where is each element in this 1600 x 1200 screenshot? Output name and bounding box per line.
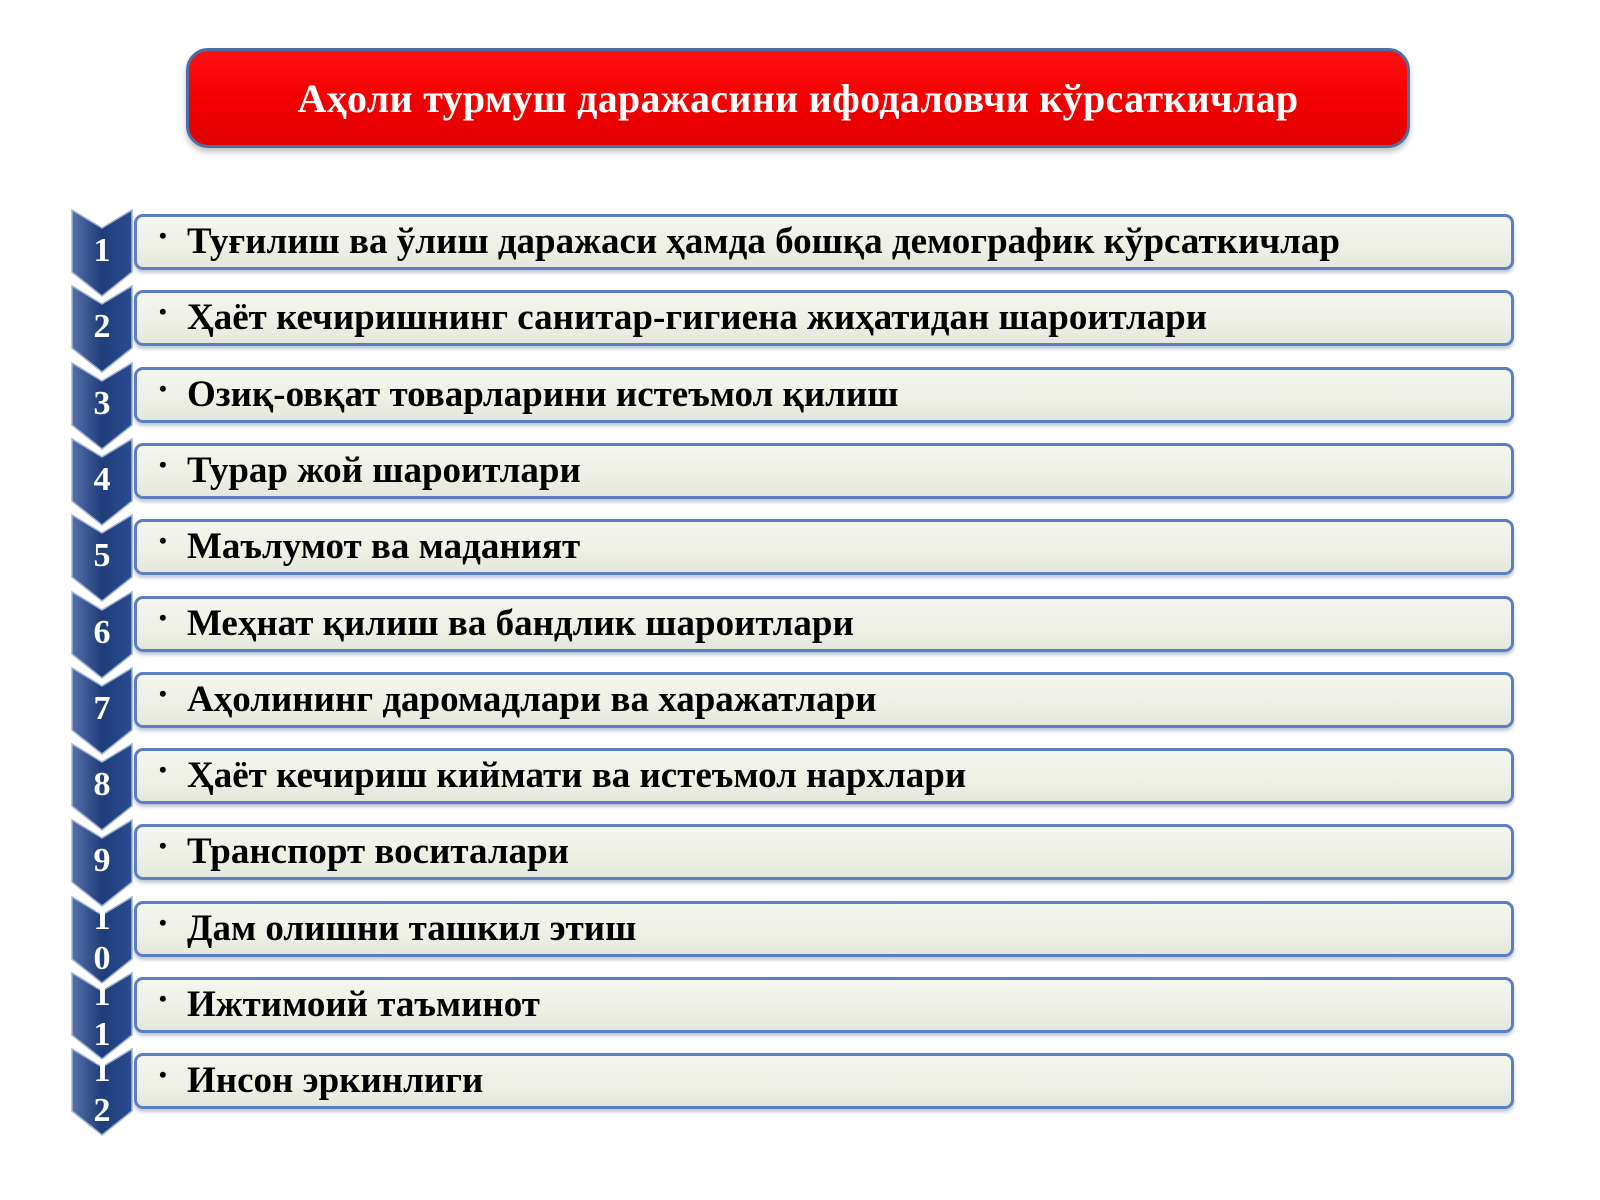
item-number: 6 — [93, 613, 111, 651]
list-item — [0, 744, 1600, 820]
bullet-icon: • — [159, 1062, 167, 1088]
item-label: Ҳаёт кечиришнинг санитар-гигиена жиҳатидан шароитлари — [187, 297, 1208, 339]
list-item — [0, 820, 1600, 896]
item-label: Туғилиш ва ўлиш даражаси ҳамда бошқа демографик кўрсаткичлар — [187, 221, 1340, 262]
list-item — [0, 897, 1600, 977]
item-number: 5 — [93, 537, 111, 575]
bullet-icon: • — [159, 680, 167, 706]
item-label: Ижтимоий таъминот — [187, 984, 540, 1025]
item-number: 8 — [93, 766, 111, 804]
page-title: Аҳоли турмуш даражасини ифодаловчи кўрсаткичлар — [297, 75, 1299, 121]
bullet-icon: • — [159, 299, 167, 325]
item-number: 12 — [93, 1052, 111, 1130]
item-number: 9 — [93, 842, 111, 880]
item-bar — [134, 214, 1514, 270]
item-label: Маълумот ва маданият — [187, 526, 581, 568]
bullet-icon: • — [159, 986, 167, 1011]
list-item — [0, 286, 1600, 362]
item-number: 7 — [93, 689, 111, 727]
bullet-icon: • — [159, 223, 167, 248]
bullet-icon: • — [159, 604, 167, 630]
item-number: 2 — [93, 308, 111, 346]
item-label: Инсон эркинлиги — [187, 1060, 484, 1102]
item-label: Транспорт воситалари — [187, 831, 569, 873]
list-item — [0, 973, 1600, 1053]
bullet-icon: • — [159, 833, 167, 859]
item-label: Ҳаёт кечириш киймати ва истеъмол нархлари — [187, 755, 967, 797]
item-bar — [134, 596, 1514, 652]
item-label: Дам олишни ташкил этиш — [187, 907, 637, 949]
bullet-icon: • — [159, 528, 167, 554]
item-bar — [134, 519, 1514, 575]
item-bar — [134, 977, 1514, 1033]
bullet-icon: • — [159, 451, 167, 477]
bullet-icon: • — [159, 375, 167, 401]
list-item — [0, 1049, 1600, 1130]
bullet-icon: • — [159, 909, 167, 935]
item-number: 1 — [93, 232, 111, 269]
item-bar — [134, 824, 1514, 880]
item-number: 10 — [93, 899, 111, 977]
list-item — [0, 592, 1600, 668]
item-bar — [134, 367, 1514, 423]
item-label: Аҳолининг даромадлари ва харажатлари — [187, 678, 877, 720]
item-number: 11 — [93, 976, 111, 1053]
item-bar — [134, 1053, 1514, 1109]
item-bar — [134, 748, 1514, 804]
item-bar — [134, 443, 1514, 499]
list-item — [0, 439, 1600, 515]
list-item — [0, 210, 1600, 286]
item-label: Турар жой шароитлари — [187, 449, 581, 491]
item-label: Меҳнат қилиш ва бандлик шароитлари — [187, 602, 854, 644]
list-item — [0, 668, 1600, 744]
item-label: Озиқ-овқат товарларини истеъмол қилиш — [187, 373, 899, 415]
list-item — [0, 363, 1600, 439]
item-number: 4 — [93, 460, 111, 498]
item-bar — [134, 672, 1514, 728]
item-bar — [134, 290, 1514, 346]
bullet-icon: • — [159, 757, 167, 783]
item-bar — [134, 901, 1514, 957]
list-item — [0, 515, 1600, 591]
item-number: 3 — [93, 384, 111, 422]
